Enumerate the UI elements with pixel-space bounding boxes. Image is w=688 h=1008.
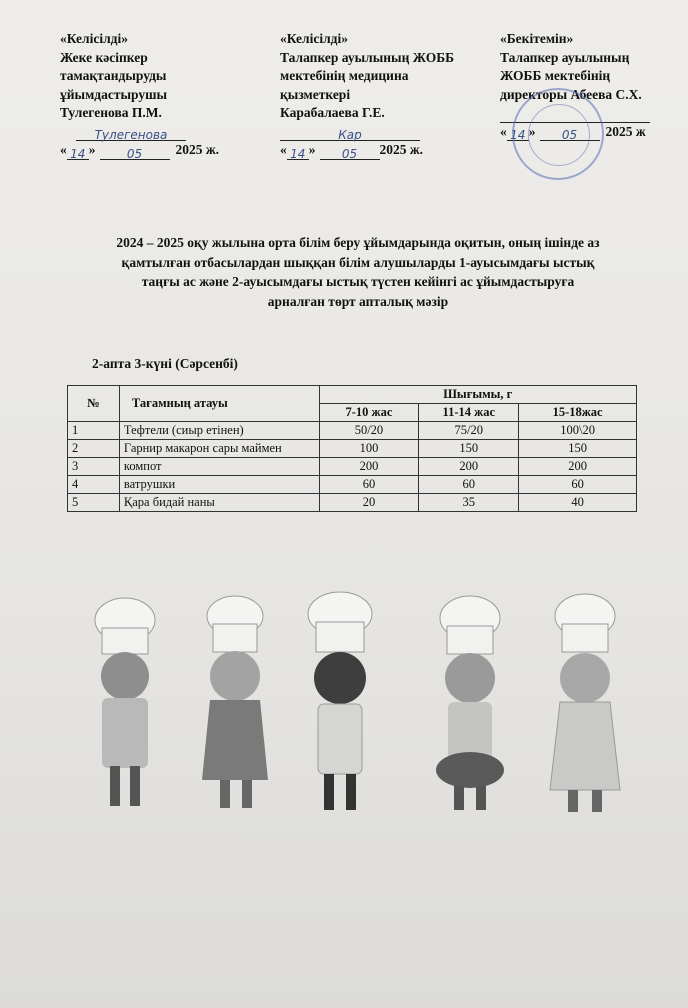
- approval-line: Карабалаева Г.Е.: [280, 105, 385, 120]
- approval-heading: «Бекітемін»: [500, 31, 574, 46]
- signature: [280, 126, 420, 141]
- title-line: 2024 – 2025 оқу жылына орта білім беру ұйымдарында оқитын, оның ішінде аз: [116, 235, 600, 250]
- title-line: арналған төрт апталық мәзір: [267, 293, 449, 309]
- date-line: « 14 » 05 2025 ж.: [280, 142, 424, 161]
- approval-heading: «Келісілді»: [280, 31, 348, 46]
- title-line: таңғы ас және 2-ауысымдағы ыстық түстен кейінгі ас ұйымдастыруға: [141, 274, 575, 289]
- yield-15-18: 100\20: [519, 422, 637, 440]
- col-name-header: Тағамның атауы: [119, 386, 319, 422]
- approval-block-1: [60, 30, 219, 160]
- title-line: қамтылған отбасылардан шыққан білім алушыларды 1-ауысымдағы ыстық: [121, 254, 595, 270]
- age-group-header: 15-18жас: [519, 404, 637, 422]
- signature-text: Кар: [338, 128, 362, 142]
- approval-line: ЖОББ мектебінің: [500, 68, 611, 83]
- signature-line: [76, 123, 219, 142]
- date-day: 14: [287, 145, 309, 160]
- yield-11-14: 75/20: [419, 422, 519, 440]
- table-row: [68, 494, 637, 512]
- row-number: 3: [68, 458, 120, 476]
- yield-7-10: 50/20: [319, 422, 419, 440]
- col-number-header: №: [68, 386, 120, 422]
- signature-line: [280, 123, 454, 142]
- stamp-inner-ring: [528, 104, 590, 166]
- date-year: 2025 ж.: [175, 142, 220, 157]
- table-row: [68, 476, 637, 494]
- yield-11-14: 150: [419, 440, 519, 458]
- table-header-row: [68, 386, 637, 404]
- yield-7-10: 200: [319, 458, 419, 476]
- dish-name: Гарнир макарон сары маймен: [119, 440, 319, 458]
- child-chefs-illustration: [80, 590, 640, 830]
- date-year: 2025 ж.: [379, 142, 424, 157]
- chef-child-1: [95, 598, 155, 806]
- approval-line: Жеке кәсіпкер: [60, 49, 148, 65]
- menu-table: [67, 385, 637, 512]
- yield-7-10: 100: [319, 440, 419, 458]
- chef-child-4: [436, 596, 504, 810]
- approval-heading: «Келісілді»: [60, 31, 128, 46]
- approval-line: Талапкер ауылының ЖОББ: [280, 49, 455, 65]
- row-number: 4: [68, 476, 120, 494]
- row-number: 1: [68, 422, 120, 440]
- approval-block-2: [280, 30, 454, 160]
- date-line: « 14 » 05 2025 ж: [500, 123, 646, 142]
- table-row: [68, 422, 637, 440]
- dish-name: Қара бидай наны: [119, 494, 319, 512]
- yield-15-18: 60: [519, 476, 637, 494]
- age-group-header: 11-14 жас: [419, 404, 519, 422]
- approval-line: мектебінің медицина: [280, 68, 409, 83]
- chef-child-5: [550, 594, 620, 812]
- age-group-header: 7-10 жас: [319, 404, 419, 422]
- date-day: 14: [67, 145, 89, 160]
- dish-name: ватрушки: [119, 476, 319, 494]
- dish-name: компот: [119, 458, 319, 476]
- date-month: 05: [540, 126, 600, 141]
- chef-child-3: [308, 592, 372, 810]
- yield-7-10: 20: [319, 494, 419, 512]
- official-stamp: [512, 88, 604, 180]
- approval-line: Тулегенова П.М.: [60, 105, 162, 120]
- row-number: 2: [68, 440, 120, 458]
- yield-15-18: 150: [519, 440, 637, 458]
- approval-line: қызметкері: [280, 86, 351, 102]
- yield-11-14: 35: [419, 494, 519, 512]
- col-yield-header: Шығымы, г: [319, 386, 636, 404]
- date-line: « 14 » 05 2025 ж.: [60, 142, 220, 161]
- date-year: 2025 ж: [605, 123, 646, 139]
- dish-name: Тефтели (сиыр етінен): [119, 422, 319, 440]
- table-row: [68, 458, 637, 476]
- approval-line: тамақтандыруды: [60, 68, 167, 83]
- date-day: 14: [507, 126, 529, 141]
- row-number: 5: [68, 494, 120, 512]
- date-month: 05: [320, 145, 380, 160]
- yield-11-14: 60: [419, 476, 519, 494]
- approval-line: ұйымдастырушы: [60, 86, 168, 102]
- approval-line: директоры Абеева С.Х.: [500, 86, 642, 102]
- document-title: [60, 233, 656, 311]
- yield-11-14: 200: [419, 458, 519, 476]
- date-month: 05: [100, 145, 170, 160]
- signature: [76, 126, 186, 141]
- table-row: [68, 440, 637, 458]
- day-subtitle: 2-апта 3-күні (Сәрсенбі): [92, 356, 238, 371]
- signature-text: Тулегенова: [94, 128, 168, 142]
- chef-child-2: [202, 596, 268, 808]
- yield-15-18: 40: [519, 494, 637, 512]
- approval-line: Талапкер ауылының: [500, 49, 630, 65]
- yield-15-18: 200: [519, 458, 637, 476]
- yield-7-10: 60: [319, 476, 419, 494]
